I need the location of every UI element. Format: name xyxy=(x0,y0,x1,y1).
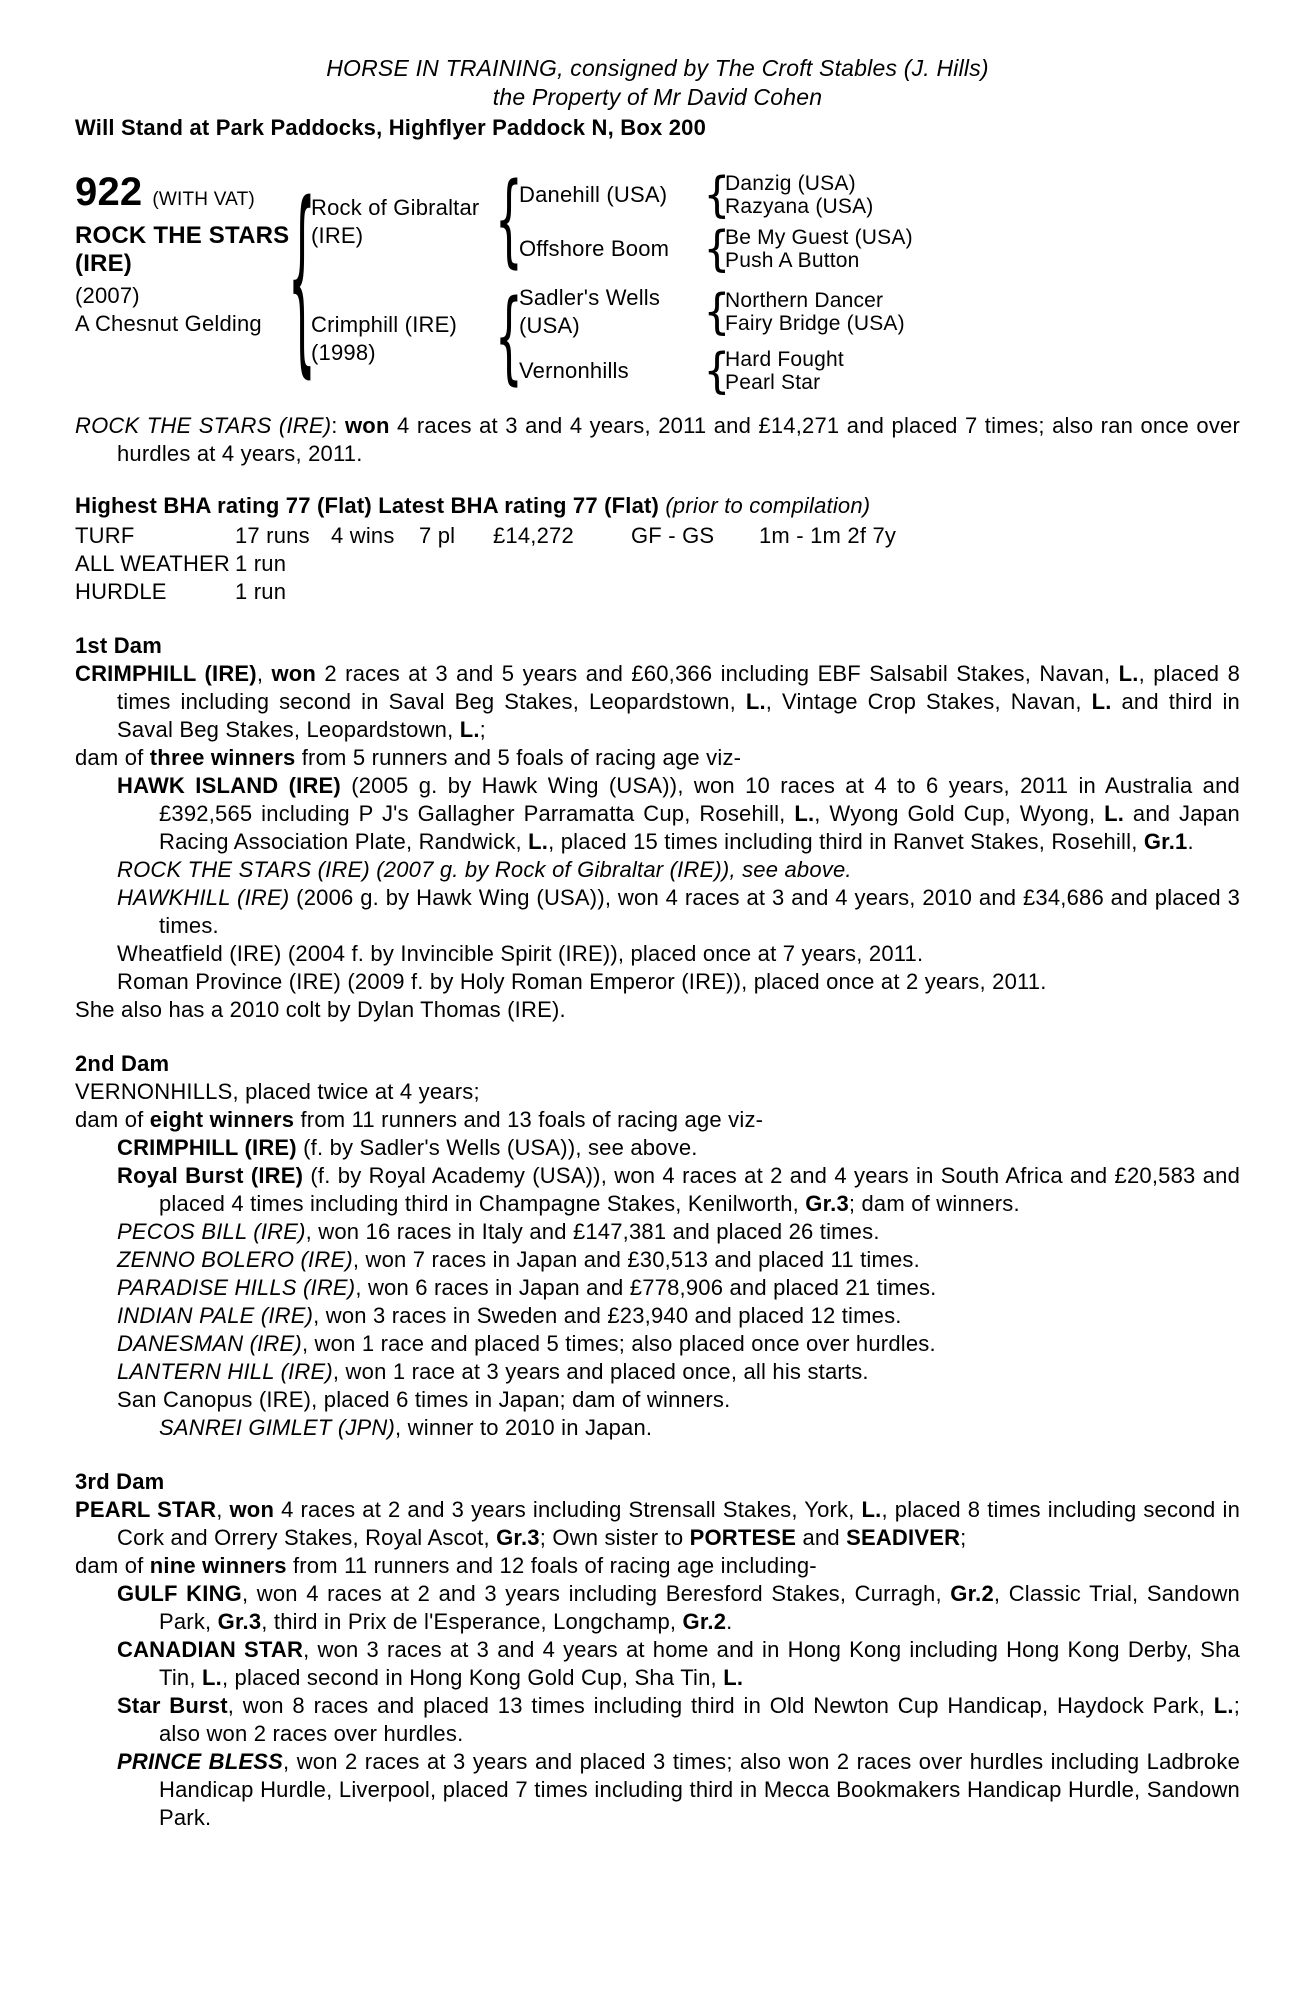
pedigree-name: Danzig (USA) xyxy=(725,172,856,195)
pedigree-name: Be My Guest (USA) xyxy=(725,226,913,249)
grandsire-name xyxy=(519,181,709,209)
first-dam-paragraphs xyxy=(75,660,1240,1024)
pedigree-paragraph: dam of eight winners from 11 runners and 13 foals of racing age viz- xyxy=(75,1107,764,1132)
pedigree-name: (1998) xyxy=(311,340,376,365)
going-range: GF - GS xyxy=(631,523,715,548)
surface-label: HURDLE xyxy=(75,579,167,604)
pedigree-name: Push A Button xyxy=(725,249,860,272)
pedigree-block xyxy=(75,172,1240,394)
pedigree-paragraph: dam of three winners from 5 runners and 5 foals of racing age viz- xyxy=(75,745,742,770)
pedigree-paragraph: GULF KING, won 4 races at 2 and 3 years including Beresford Stakes, Curragh, Gr.2, Classic Trial, Sandown Park, Gr.3, third in Prix de l'Esperance, Longchamp, Gr.2. xyxy=(117,1581,1240,1634)
bha-ratings xyxy=(75,492,1240,606)
pedigree-tree xyxy=(293,172,1240,394)
pedigree-name: Vernonhills xyxy=(519,358,629,383)
surface-label: ALL WEATHER xyxy=(75,551,231,576)
pedigree-name: Crimphill (IRE) xyxy=(311,312,457,337)
second-dam-paragraphs xyxy=(75,1078,1240,1442)
runs-value: 1 run xyxy=(235,551,287,576)
pedigree-paragraph: CANADIAN STAR, won 3 races at 3 and 4 years at home and in Hong Kong including Hong Kong Derby, Sha Tin, L., placed second in Hong Kong Gold Cup, Sha Tin, L. xyxy=(117,1637,1240,1690)
pedigree-name: Rock of Gibraltar xyxy=(311,195,480,220)
grandsire-node xyxy=(519,284,905,340)
pedigree-brace xyxy=(709,235,725,263)
pedigree-brace xyxy=(709,298,725,326)
pedigree-name: Fairy Bridge (USA) xyxy=(725,312,905,335)
pedigree-paragraph: PRINCE BLESS, won 2 races at 3 years and placed 3 times; also won 2 races over hurdles including Ladbroke Handicap Hurdle, Liverpool, placed 7 times including third in Mecca Bookmakers Handicap Hurdle, Sandown Park. xyxy=(117,1749,1240,1830)
pedigree-paragraph: INDIAN PALE (IRE), won 3 races in Sweden and £23,940 and placed 12 times. xyxy=(117,1303,902,1328)
horse-name-line2: (IRE) xyxy=(75,250,132,277)
pedigree-name: (IRE) xyxy=(311,223,364,248)
foaling-year: (2007) xyxy=(75,283,140,308)
pedigree-paragraph: CRIMPHILL (IRE), won 2 races at 3 and 5 years and £60,366 including EBF Salsabil Stakes, Navan, L., placed 8 times including second in Saval Beg Stakes, Leopardstown, L., Vintage Crop Stakes, Navan, L. and third in Saval Beg Stakes, Leopardstown, L.; xyxy=(75,661,1241,742)
dam-node xyxy=(311,284,913,394)
horse-description: A Chesnut Gelding xyxy=(75,311,262,336)
pedigree-paragraph: Wheatfield (IRE) (2004 f. by Invincible Spirit (IRE)), placed once at 7 years, 2011. xyxy=(117,941,924,966)
race-record: ROCK THE STARS (IRE): won 4 races at 3 and 4 years, 2011 and £14,271 and placed 7 times; also ran once over hurdles at 4 years, 2011. xyxy=(75,413,1241,466)
earnings-value: £14,272 xyxy=(493,523,574,548)
stats-row-allweather xyxy=(75,550,1240,578)
wins-value: 4 wins xyxy=(331,523,395,548)
runs-value: 17 runs xyxy=(235,523,310,548)
pedigree-paragraph: HAWK ISLAND (IRE) (2005 g. by Hawk Wing (USA)), won 10 races at 4 to 6 years, 2011 in Australia and £392,565 including P J's Gallagher Parramatta Cup, Rosehill, L., Wyong Gold Cup, Wyong, L. and Japan Racing Association Plate, Randwick, L., placed 15 times including third in Ranvet Stakes, Rosehill, Gr.1. xyxy=(117,773,1240,854)
great-grandparents xyxy=(725,226,913,272)
pedigree-paragraph: Royal Burst (IRE) (f. by Royal Academy (USA)), won 4 races at 2 and 4 years in South Africa and £20,583 and placed 4 times including third in Champagne Stakes, Kenilworth, Gr.3; dam of winners. xyxy=(117,1163,1240,1216)
sire-node xyxy=(311,172,913,272)
page-header xyxy=(75,54,1240,142)
pedigree-brace xyxy=(709,357,725,385)
grandsire-node xyxy=(519,172,913,218)
lot-info xyxy=(75,172,293,394)
pedigree-paragraph: DANESMAN (IRE), won 1 race and placed 5 times; also placed once over hurdles. xyxy=(117,1331,936,1356)
first-dam-heading: 1st Dam xyxy=(75,633,162,658)
stats-row-hurdle xyxy=(75,578,1240,606)
distance-range: 1m - 1m 2f 7y xyxy=(759,523,897,548)
pedigree-paragraph: Roman Province (IRE) (2009 f. by Holy Roman Emperor (IRE)), placed once at 2 years, 2011. xyxy=(117,969,1047,994)
pedigree-paragraph: ZENNO BOLERO (IRE), won 7 races in Japan and £30,513 and placed 11 times. xyxy=(117,1247,920,1272)
pedigree-brace xyxy=(499,208,519,236)
pedigree-name: Offshore Boom xyxy=(519,236,670,261)
pedigree-paragraph: PECOS BILL (IRE), won 16 races in Italy and £147,381 and placed 26 times. xyxy=(117,1219,880,1244)
granddam-name xyxy=(519,235,709,263)
third-dam-paragraphs xyxy=(75,1496,1240,1832)
sire-name xyxy=(311,194,499,250)
pedigree-brace xyxy=(499,325,519,353)
pedigree-paragraph: PEARL STAR, won 4 races at 2 and 3 years including Strensall Stakes, York, L., placed 8 times including second in Cork and Orrery Stakes, Royal Ascot, Gr.3; Own sister to PORTESE and SEADIVER; xyxy=(75,1497,1240,1550)
second-dam-section xyxy=(75,1050,1240,1442)
pedigree-paragraph: VERNONHILLS, placed twice at 4 years; xyxy=(75,1079,480,1104)
pedigree-brace xyxy=(709,181,725,209)
pedigree-paragraph: LANTERN HILL (IRE), won 1 race at 3 years and placed once, all his starts. xyxy=(117,1359,869,1384)
stats-row-turf xyxy=(75,522,1240,550)
great-grandparents xyxy=(725,289,905,335)
third-dam-section xyxy=(75,1468,1240,1832)
race-stats-table xyxy=(75,522,1240,606)
horse-name-line1: ROCK THE STARS xyxy=(75,222,290,249)
pedigree-name: Sadler's Wells xyxy=(519,285,661,310)
vat-note: (WITH VAT) xyxy=(152,189,255,210)
property-line: the Property of Mr David Cohen xyxy=(492,84,823,110)
consignment-title: HORSE IN TRAINING, consigned by The Croft Stables (J. Hills) xyxy=(326,55,989,81)
pedigree-name: Hard Fought xyxy=(725,348,844,371)
lot-number-line xyxy=(75,172,293,214)
pedigree-name: Danehill (USA) xyxy=(519,182,668,207)
bha-rating-line: Highest BHA rating 77 (Flat) Latest BHA rating 77 (Flat) (prior to compilation) xyxy=(75,493,871,518)
granddam-name xyxy=(519,357,709,385)
pedigree-name: (USA) xyxy=(519,313,580,338)
lot-number: 922 xyxy=(75,170,143,214)
dam-name xyxy=(311,311,499,367)
pedigree-paragraph: San Canopus (IRE), placed 6 times in Japan; dam of winners. xyxy=(117,1387,731,1412)
pedigree-paragraph: SANREI GIMLET (JPN), winner to 2010 in Japan. xyxy=(159,1415,653,1440)
pedigree-paragraph: Star Burst, won 8 races and placed 13 times including third in Old Newton Cup Handicap, Haydock Park, L.; also won 2 races over hurdles. xyxy=(117,1693,1240,1746)
second-dam-heading: 2nd Dam xyxy=(75,1051,170,1076)
granddam-node xyxy=(519,226,913,272)
pedigree-paragraph: CRIMPHILL (IRE) (f. by Sadler's Wells (USA)), see above. xyxy=(117,1135,698,1160)
surface-label: TURF xyxy=(75,523,135,548)
third-dam-heading: 3rd Dam xyxy=(75,1469,165,1494)
pedigree-name: Northern Dancer xyxy=(725,289,884,312)
first-dam-section xyxy=(75,632,1240,1024)
pedigree-paragraph: ROCK THE STARS (IRE) (2007 g. by Rock of Gibraltar (IRE)), see above. xyxy=(117,857,852,882)
pedigree-paragraph: She also has a 2010 colt by Dylan Thomas (IRE). xyxy=(75,997,566,1022)
horse-name xyxy=(75,222,293,278)
pedigree-name: Razyana (USA) xyxy=(725,195,874,218)
grandsire-name xyxy=(519,284,709,340)
granddam-node xyxy=(519,348,905,394)
places-value: 7 pl xyxy=(419,523,456,548)
runs-value: 1 run xyxy=(235,579,287,604)
stand-location: Will Stand at Park Paddocks, Highflyer Paddock N, Box 200 xyxy=(75,115,707,140)
pedigree-brace xyxy=(293,269,311,297)
pedigree-name: Pearl Star xyxy=(725,371,821,394)
great-grandparents xyxy=(725,172,873,218)
pedigree-paragraph: HAWKHILL (IRE) (2006 g. by Hawk Wing (USA)), won 4 races at 3 and 4 years, 2010 and £34,686 and placed 3 times. xyxy=(117,885,1240,938)
pedigree-root xyxy=(293,172,913,394)
great-grandparents xyxy=(725,348,844,394)
pedigree-paragraph: dam of nine winners from 11 runners and 12 foals of racing age including- xyxy=(75,1553,817,1578)
pedigree-paragraph: PARADISE HILLS (IRE), won 6 races in Japan and £778,906 and placed 21 times. xyxy=(117,1275,937,1300)
